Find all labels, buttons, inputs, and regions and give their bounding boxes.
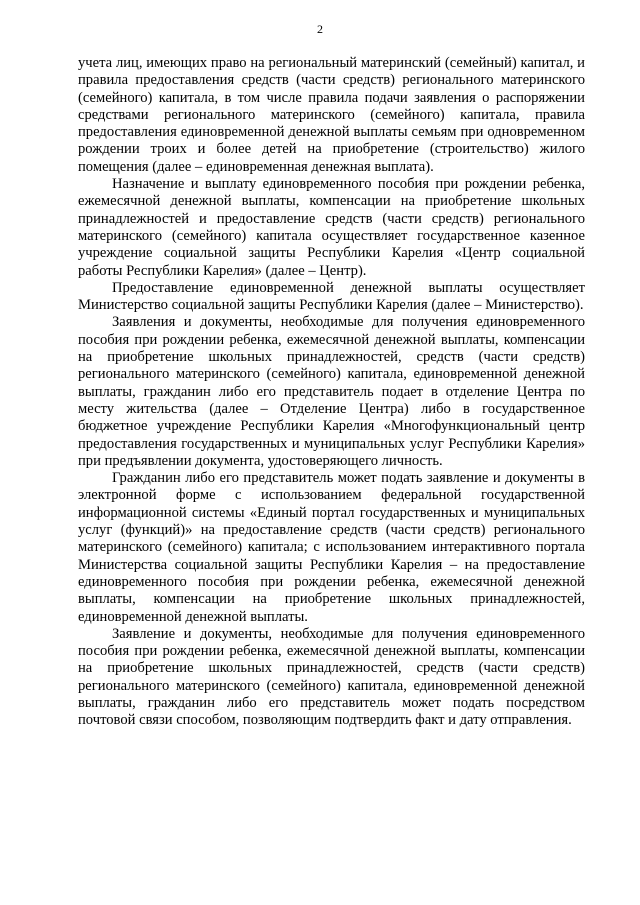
paragraph-electronic-submission: Гражданин либо его представитель может подать заявление и документы в электронной форме с использованием федеральной государственной информационной системы «Единый портал государственных и муниципальных услуг (функций)» на предоставление средств (части средств) регионального материнского (семейного) капитала; с использованием интерактивного портала Министерства социальной защиты Республики Карелия – на предоставление единовременного пособия при рождении ребенка, ежемесячной денежной выплаты, компенсации на приобретение школьных принадлежностей, единовременной денежной выплаты. <box>78 470 585 625</box>
paragraph-continuation: учета лиц, имеющих право на региональный материнский (семейный) капитал, и правила предоставления средств (части средств) регионального материнского (семейного) капитала, в том числе правила подачи заявления о распоряжении средствами регионального материнского (семейного) капитала, правила предоставления единовременной денежной выплаты семьям при одновременном рождении троих и более детей на приобретение (строительство) жилого помещения (далее – единовременная денежная выплата). <box>78 55 585 175</box>
paragraph-application-submission: Заявления и документы, необходимые для получения единовременного пособия при рождении ребенка, ежемесячной денежной выплаты, компенсации на приобретение школьных принадлежностей, средств (части средств) регионального материнского (семейного) капитала, единовременной денежной выплаты, гражданин либо его представитель подает в отделение Центра по месту жительства (далее – Отделение Центра) либо в государственное бюджетное учреждение Республики Карелия «Многофункциональный центр предоставления государственных и муниципальных услуг Республики Карелия» при предъявлении документа, удостоверяющего личность. <box>78 314 585 469</box>
paragraph-ministry-payment: Предоставление единовременной денежной выплаты осуществляет Министерство социальной защиты Республики Карелия (далее – Министерство). <box>78 279 585 314</box>
paragraph-center-responsibility: Назначение и выплату единовременного пособия при рождении ребенка, ежемесячной денежной выплаты, компенсации на приобретение школьных принадлежностей и предоставление средств (части средств) регионального материнского (семейного) капитала осуществляет государственное казенное учреждение социальной защиты Республики Карелия «Центр социальной работы Республики Карелия» (далее – Центр). <box>78 176 585 279</box>
paragraph-postal-submission: Заявление и документы, необходимые для получения единовременного пособия при рождении ребенка, ежемесячной денежной выплаты, компенсации на приобретение школьных принадлежностей, средств (части средств) регионального материнского (семейного) капитала, единовременной денежной выплаты, гражданин либо его представитель может подать посредством почтовой связи способом, позволяющим подтвердить факт и дату отправления. <box>78 625 585 729</box>
page-number: 2 <box>317 22 323 36</box>
document-body <box>78 55 585 730</box>
